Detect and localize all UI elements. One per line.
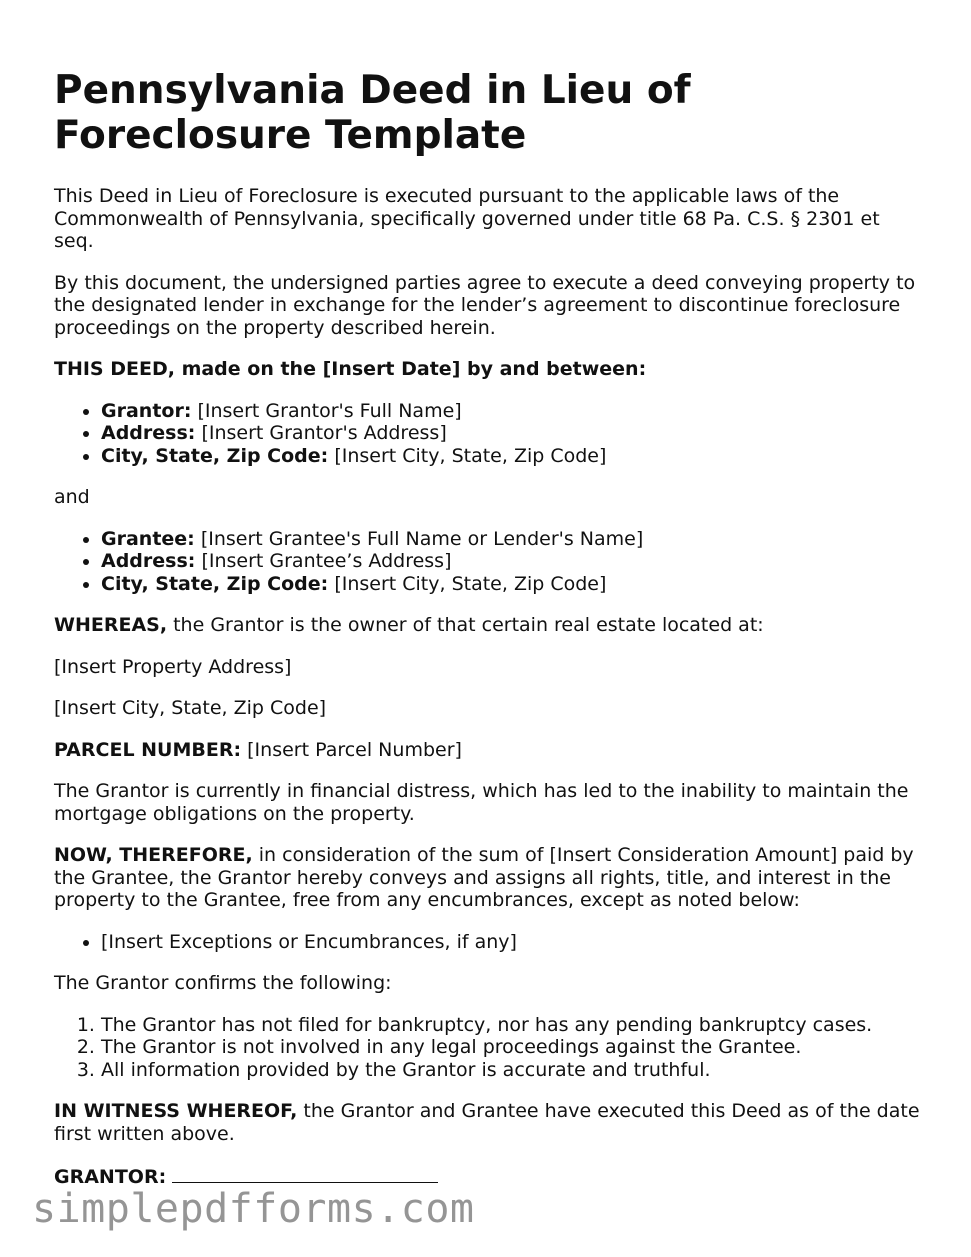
intro-paragraph: This Deed in Lieu of Foreclosure is executed pursuant to the applicable laws of the Commonwealth of Pennsylvania, specifically governed under title 68 Pa. C.S. § 2301 et seq. <box>54 185 880 252</box>
property-address: [Insert Property Address] <box>54 655 292 678</box>
document-page <box>54 68 924 1208</box>
field-label: Grantee: <box>101 527 195 550</box>
field-value: [Insert Grantee's Full Name or Lender's Name] <box>200 527 644 550</box>
confirmation-item: 1. The Grantor has not filed for bankruptcy, nor has any pending bankruptcy cases. <box>101 1014 924 1037</box>
parcel-paragraph <box>54 739 924 762</box>
grantee-fields-list <box>54 528 924 596</box>
field-label: City, State, Zip Code: <box>101 572 329 595</box>
field-value: [Insert Grantor's Address] <box>201 422 447 444</box>
field-label: Address: <box>101 550 196 572</box>
signature-label: GRANTOR: <box>54 1166 167 1188</box>
distress-paragraph: The Grantor is currently in financial distress, which has led to the inability to maintain the mortgage obligations on the property. <box>54 780 909 825</box>
field-value: [Insert Grantee’s Address] <box>201 550 452 572</box>
exceptions-list <box>54 931 924 954</box>
confirms-heading: The Grantor confirms the following: <box>54 972 392 994</box>
grantor-address-item <box>101 422 924 445</box>
deed-heading-text: THIS DEED, made on the [Insert Date] by and between: <box>54 358 647 380</box>
whereas-label: WHEREAS, <box>54 614 168 636</box>
field-label: City, State, Zip Code: <box>101 444 329 467</box>
and-text: and <box>54 486 90 508</box>
grantee-city-item <box>101 573 924 596</box>
signature-line[interactable] <box>172 1164 438 1183</box>
confirmation-item: 3. All information provided by the Grantor is accurate and truthful. <box>101 1059 924 1082</box>
property-city: [Insert City, State, Zip Code] <box>54 697 327 719</box>
parcel-label: PARCEL NUMBER: <box>54 738 242 761</box>
document-title: Pennsylvania Deed in Lieu of Foreclosure Template <box>54 68 691 158</box>
confirmation-item: 2. The Grantor is not involved in any legal proceedings against the Grantee. <box>101 1036 924 1059</box>
exception-item: • [Insert Exceptions or Encumbrances, if any] <box>101 931 924 954</box>
grantor-name-item <box>101 400 924 423</box>
whereas-text: the Grantor is the owner of that certain real estate located at: <box>173 614 764 636</box>
deed-heading <box>54 358 924 381</box>
purpose-paragraph: By this document, the undersigned parties agree to execute a deed conveying property to the designated lender in exchange for the lender’s agreement to discontinue foreclosure proceedings on the property described herein. <box>54 271 916 339</box>
parcel-value: [Insert Parcel Number] <box>247 738 462 761</box>
confirmations-list <box>54 1014 924 1082</box>
now-therefore-label: NOW, THEREFORE, <box>54 844 253 866</box>
witness-text: the Grantor and Grantee have executed this Deed as of the date first written above. <box>54 1100 920 1145</box>
now-therefore-paragraph <box>54 844 924 912</box>
grantor-fields-list <box>54 400 924 468</box>
whereas-paragraph <box>54 614 924 637</box>
watermark: simplepdfforms.com <box>32 1186 475 1232</box>
field-label: Address: <box>101 422 196 444</box>
field-value: [Insert Grantor's Full Name] <box>197 399 462 422</box>
witness-label: IN WITNESS WHEREOF, <box>54 1100 298 1122</box>
field-label: Grantor: <box>101 399 192 422</box>
grantor-city-item <box>101 445 924 468</box>
now-therefore-text: in consideration of the sum of [Insert Consideration Amount] paid by the Grantee, the Grantor hereby conveys and assigns all rights, title, and interest in the property to the Grantee, free from any encumbrances, except as noted below: <box>54 844 914 911</box>
witness-paragraph <box>54 1100 924 1145</box>
grantee-address-item <box>101 550 924 573</box>
field-value: [Insert City, State, Zip Code] <box>334 572 607 595</box>
field-value: [Insert City, State, Zip Code] <box>334 444 607 467</box>
grantee-name-item <box>101 528 924 551</box>
